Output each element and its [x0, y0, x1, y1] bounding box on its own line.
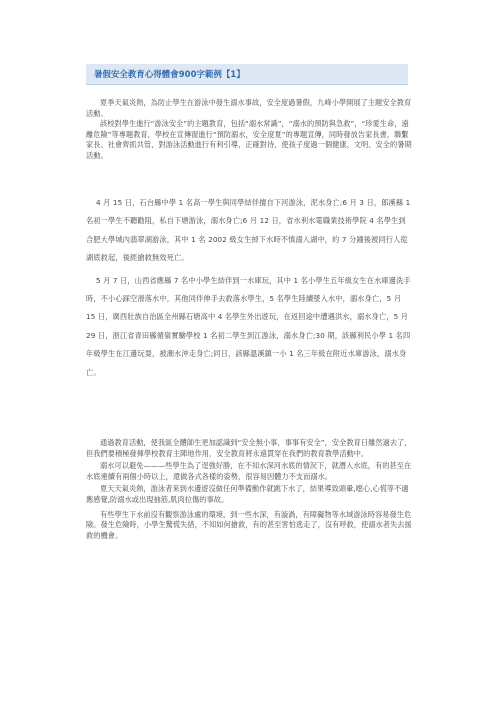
- paragraph: 溺水可以避免———些學生為了逞強好勝，在不知水深河水底的情況下，就潛入水底，有的甚至在水底連續有兩個小時以上，還做各式各樣的姿勢，很容易因體力不支而溺水。: [86, 461, 412, 481]
- intro-block: [86, 98, 412, 162]
- section-title: 暑假安全教育心得體會900字範例【1】: [94, 69, 245, 79]
- paragraph: 有些學生下水前沒有觀察游泳處的環境，到一些水深，有漩渦，有障礙物等水域游泳時容易發生危險。發生危險時，小學生驚慌失措，不知如何搶救，有的甚至害怕逃走了，沒有呼救，使溺水者失去援救的機會。: [86, 509, 412, 540]
- paragraph: 該校對學生進行“游泳安全”的主題教育，包括“溺水常識”，“溺水的預防與急救”，“珍愛生命，遠離危險”等專題教育，學校在宣傳窗進行“預防溺水，安全度夏”的專題宣傳，同時發放告家長書，聯繫家長、社會齊抓共管，對游泳活動進行有利引導，正確對待，使孩子度過一個健康、文明、安全的暑期活動。: [86, 119, 412, 160]
- paragraph: 夏天天氣炎熱，游泳者來到水邊遊沒做任何準備動作就跳下水了，結果導致頭暈,噁心,心慌等不適應感覺,防溺水或出現抽筋,肌肉拉傷的事故。: [86, 484, 409, 504]
- paragraph: 通過教育活動，使我區全體師生更加認識到“安全無小事，事事有安全”，安全教育日雖然過去了，但我們要積極發揮學校教育主陣地作用，安全教育將永遠貫穿在我們的教育教學活動中。: [86, 438, 412, 458]
- paragraph: 5 月 7 日，山西省應縣 7 名中小學生結伴到一水庫玩，其中 1 名小學生五年級女生在水庫邊洗手時，不小心踩空滑落水中，其他同伴伸手去救落水學生，5 名學生陸續墜入水中，溺水身亡，5 月 15 日，廣西壯族自治區全州縣石塘高中 4 名學生外出遊玩，在返回途中遭遇洪水，溺水身亡，5 月 29 日，浙江省青田縣循嶺實驗學校 1 名初二學生到江游泳，溺水身亡;30 期，該縣利民小學 1 名四年級學生在江邊玩耍，被潮水沖走身亡;同日，該縣溫溪鎮一小 1 名三年級在附近水庫游泳，溺水身亡。: [86, 275, 411, 377]
- section-title-bar: [86, 64, 408, 85]
- paragraph: 4 月 15 日，石台縣中學 1 名高一學生與同學結伴擅自下河游泳，泥水身亡;6 月 3 日，郎溪縣 1 名初一學生不聽勸阻，私自下塘游泳，溺水身亡;6 月 12 日，省水利水電職業技術學院 4 名學生到合肥大學城內翡翠湖游泳，其中 1 名 2002 級女生掉下水時不慎溺入湖中，約 7 分鐘後被同行人從湖底救起，後經搶救無效死亡。: [86, 198, 411, 263]
- closing-block: [86, 438, 412, 541]
- cases-block: [86, 194, 412, 382]
- paragraph: 夏季天氣炎熱，為防止學生在游泳中發生溺水事故，安全度過暑假，九峰小學開展了主題安全教育活動。: [86, 98, 412, 118]
